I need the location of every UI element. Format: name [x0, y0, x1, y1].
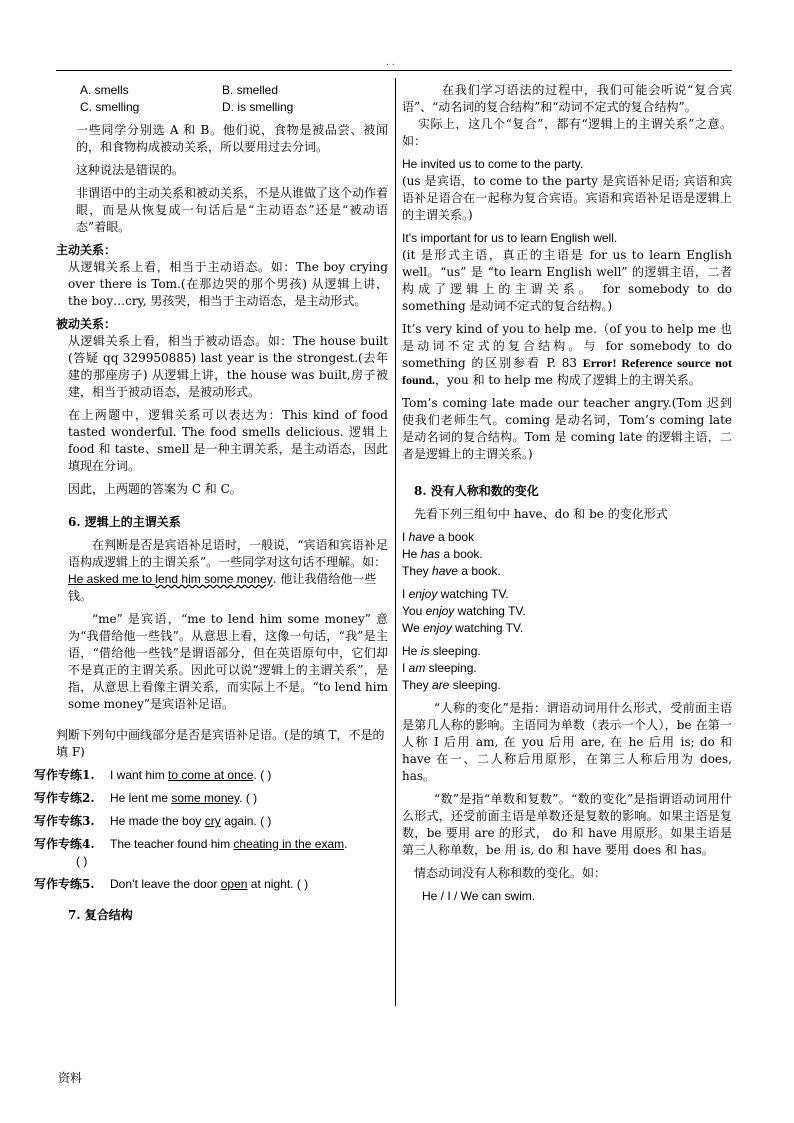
paragraph-voice-explanation: 非谓语中的主动关系和被动关系，不是从谁做了这个动作着眼，而是从恢复成一句话后是“主动语态”还是“被动语态”着眼。: [76, 186, 389, 234]
exercise-item: 写作专练3. He made the boy cry again. ( ): [34, 814, 272, 828]
verb-group-have: [402, 529, 732, 580]
example-coming-late: Tom’s coming late made our teacher angry.(Tom 迟到使我们老师生气。coming 是动名词，Tom’s coming late 是动名词的复合结构。Tom 是 coming late 的逻辑主语，二者是逻辑上的主谓关系。): [402, 396, 732, 461]
active-relation-text: 从逻辑关系上看，相当于主动语态。如：The boy crying over there is Tom.(在那边哭的那个男孩) 从逻辑上讲，the boy…cry, 男孩哭，相当于主动语态，是主动形式。: [68, 260, 388, 308]
verb-group-enjoy: [402, 586, 732, 637]
exercise-label: 写作专练2.: [34, 791, 95, 805]
verb-example: He is sleeping.: [402, 644, 481, 658]
section-8-intro: 先看下列三组句中 have、do 和 be 的变化形式: [414, 507, 668, 521]
exercise-list: [34, 767, 388, 893]
verb-example: They have a book.: [402, 564, 501, 578]
passive-relation-heading: 被动关系：: [56, 317, 117, 331]
section-6-title: 6. 逻辑上的主谓关系: [68, 515, 181, 529]
exercise-item: 写作专练4. The teacher found him cheating in the exam. ( ): [34, 837, 348, 868]
verb-example: We enjoy watching TV.: [402, 621, 524, 635]
paragraph-number-change: “数”是指“单数和复数”。“数的变化”是指谓语动词用什么形式，还受前面主语是单数还是复数的影响。如果主语是复数，be 要用 are 的形式， do 和 have 用原形。如果主语是第三人称单数，be 用 is, do 和 have 要用 does 和 has。: [402, 792, 732, 857]
paragraph-wrong-statement: 这种说法是错误的。: [76, 163, 185, 177]
passive-relation-text: 从逻辑关系上看，相当于被动语态。如：The house built (答疑 qq 329950885) last year is the strongest.(去年建的那座房子) 从逻辑上讲，the house was built,房子被建，相当于被动语态，是被动形式。: [68, 334, 388, 399]
paragraph-answer: 因此，上两题的答案为 C 和 C。: [68, 482, 242, 496]
underlined-phrase: to come at once: [168, 768, 254, 782]
underlined-phrase: some money: [171, 791, 240, 805]
example-kind: It’s very kind of you to help me.（of you to help me 也是动词不定式的复合结构。与 for somebody to do something 的区别参看 P. 83 Error! Reference source not found.，you 和 to help me 构成了逻辑上的主谓关系。: [402, 322, 732, 387]
option-b: B. smelled: [222, 83, 279, 97]
active-relation-heading: 主动关系：: [56, 243, 117, 257]
verb-example: I enjoy watching TV.: [402, 587, 509, 601]
left-column: [34, 82, 389, 924]
verb-example: He has a book.: [402, 547, 483, 561]
verb-example: They are sleeping.: [402, 678, 501, 692]
section-8-title: 8. 没有人称和数的变化: [414, 484, 539, 498]
right-column: [402, 82, 732, 905]
example-object: me: [122, 572, 139, 586]
option-d: D. is smelling: [222, 100, 294, 114]
example-important-note: (it 是形式主语，真正的主语是 for us to learn English well。“us” 是 “to learn English well” 的逻辑主语，二者构成了逻辑上的主谓关系。 for somebody to do something 是动词不定式的复合结构。): [402, 248, 732, 313]
exercise-label: 写作专练5.: [34, 877, 95, 891]
paragraph-compound-meaning: 实际上，这几个“复合”，都有“逻辑上的主谓关系”之意。如：: [402, 117, 732, 148]
section-7-title: 7. 复合结构: [68, 908, 133, 922]
exercise-label: 写作专练4.: [34, 837, 95, 851]
example-complement: lend him some money: [155, 572, 273, 586]
section-6-explanation: “me” 是宾语，“me to lend him some money” 意为“我借给他一些钱”。从意思上看，这像一句话，“我”是主语，“借给他一些钱”是谓语部分，但在英语原句中，它们却不是真正的主谓关系。因此可以说“逻辑上的主谓关系”，是指，从意思上看像主谓关系，而实际上不是。“to lend him some money”是宾语补足语。: [68, 612, 388, 711]
example-part-a: He asked: [68, 572, 123, 586]
underlined-phrase: cry: [204, 814, 221, 828]
verb-group-be: [402, 643, 732, 694]
exercise-item: 写作专练5. Don’t leave the door open at night. ( ): [34, 877, 309, 891]
paragraph-logic-relation: 在上两题中，逻辑关系可以表达为：This kind of food tasted wonderful. The food smells delicious. 逻辑上 food 和 taste、smell 是一种主谓关系，是主动语态，因此填现在分词。: [68, 408, 388, 473]
paragraph-person-change: “人称的变化”是指：谓语动词用什么形式，受前面主语是第几人称的影响。主语同为单数（表示一个人），be 在第一人称 I 后用 am, 在 you 后用 are, 在 he 后用 is; do 和 have 在一、二人称后用原形，在第三人称后用为 does, has。: [402, 701, 732, 783]
verb-example: I am sleeping.: [402, 661, 477, 675]
header-dots: . .: [386, 58, 395, 68]
paragraph-compound-terms: 在我们学习语法的过程中，我们可能会听说“复合宾语”、“动名词的复合结构”和“动词不定式的复合结构”。: [402, 83, 732, 114]
example-invited-note: (us 是宾语，to come to the party 是宾语补足语; 宾语和宾语补足语合在一起称为复合宾语。宾语和宾语补足语是逻辑上的主谓关系。): [402, 174, 732, 222]
answer-blank: ( ): [76, 854, 88, 868]
footer-label: 资料: [58, 1071, 83, 1085]
verb-example: I have a book: [402, 530, 475, 544]
judge-instruction: 判断下列句中画线部分是否是宾语补足语。(是的填 T，不是的填 F): [56, 728, 385, 759]
verb-example: You enjoy watching TV.: [402, 604, 526, 618]
example-invited: He invited us to come to the party.: [402, 157, 584, 171]
underlined-phrase: cheating in the exam: [233, 837, 345, 851]
section-6-intro: 在判断是否是宾语补足语时，一般说，“宾语和宾语补足语构成逻辑上的主谓关系”。一些同学对这句话不理解。如：: [68, 538, 388, 569]
option-c: C. smelling: [80, 100, 140, 114]
reference-error: Error! Reference source not found.: [402, 356, 732, 387]
option-a: A. smells: [80, 83, 129, 97]
exercise-item: 写作专练1. I want him to come at once. ( ): [34, 768, 272, 782]
section-6-example: [56, 571, 388, 605]
exercise-item: 写作专练2. He lent me some money. ( ): [34, 791, 258, 805]
exercise-label: 写作专练3.: [34, 814, 95, 828]
column-divider: [395, 78, 396, 1006]
paragraph-wrong-choice: 一些同学分别选 A 和 B。他们说，食物是被品尝、被闻的，和食物构成被动关系，所以要用过去分词。: [76, 123, 388, 154]
paragraph-modal-verbs: 情态动词没有人称和数的变化。如：: [414, 866, 607, 880]
answer-options: [56, 82, 388, 116]
header-rule: [56, 70, 732, 71]
example-part-c: to: [138, 572, 156, 586]
modal-example: He / I / We can swim.: [422, 889, 536, 903]
example-important: It’s important for us to learn English well.: [402, 231, 618, 245]
example-translation: . 他让我借给他一些钱。: [68, 572, 377, 603]
underlined-phrase: open: [220, 877, 248, 891]
exercise-label: 写作专练1.: [34, 768, 95, 782]
